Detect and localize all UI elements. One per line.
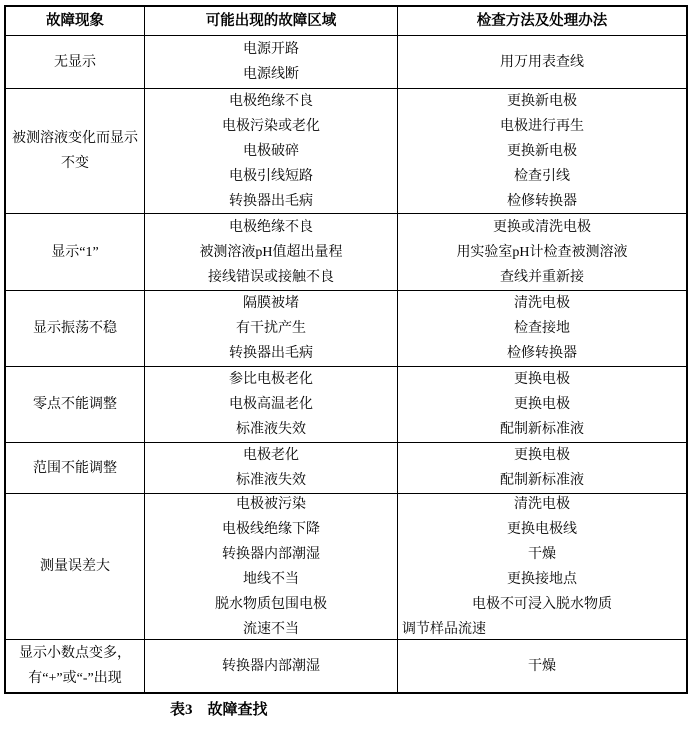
phenomenon-text: 测量误差大 <box>40 559 110 574</box>
methods-cell <box>398 640 686 692</box>
areas-cell <box>145 291 398 366</box>
area-line: 隔膜被堵 <box>243 296 299 311</box>
areas-cell <box>145 214 398 290</box>
method-line: 检修转换器 <box>507 346 577 361</box>
method-line: 清洗电极 <box>514 296 570 311</box>
table-row <box>6 35 686 88</box>
method-line: 用万用表查线 <box>500 54 584 70</box>
phenomenon-cell <box>6 640 145 692</box>
method-line: 配制新标准液 <box>500 422 584 437</box>
header-label: 故障现象 <box>46 13 104 29</box>
area-line: 电源线断 <box>243 67 299 82</box>
area-line: 电极破碎 <box>243 143 299 159</box>
phenomenon-cell <box>6 494 145 639</box>
methods-cell <box>398 291 686 366</box>
phenomenon-text: 显示小数点变多，有“+”或“-”出现 <box>19 646 131 686</box>
phenomenon-cell <box>6 443 145 493</box>
fault-table <box>4 5 688 694</box>
area-line: 电极老化 <box>243 448 299 463</box>
method-line: 更换电极线 <box>507 521 577 537</box>
method-line: 检查引线 <box>514 168 570 184</box>
table-row <box>6 290 686 366</box>
method-line: 更换或清洗电极 <box>493 219 591 235</box>
method-line: 更换电极 <box>514 397 570 412</box>
method-line: 更换新电极 <box>507 143 577 159</box>
table-header-row <box>6 7 686 35</box>
area-line: 电源开路 <box>243 42 299 57</box>
method-line: 用实验室pH计检查被测溶液 <box>456 244 628 260</box>
table-row <box>6 639 686 692</box>
area-line: 转换器出毛病 <box>229 346 313 361</box>
method-line: 调节样品流速 <box>402 621 486 637</box>
method-line: 干燥 <box>528 658 556 674</box>
method-line: 检修转换器 <box>507 193 577 209</box>
table-row <box>6 442 686 493</box>
table-row <box>6 493 686 639</box>
area-line: 流速不当 <box>243 621 299 637</box>
area-line: 脱水物质包围电极 <box>215 596 327 612</box>
method-line: 清洗电极 <box>514 496 570 512</box>
area-line: 电极被污染 <box>236 496 306 512</box>
header-label: 可能出现的故障区域 <box>205 13 337 29</box>
area-line: 电极绝缘不良 <box>229 219 313 235</box>
area-line: 电极高温老化 <box>229 397 313 412</box>
areas-cell <box>145 367 398 442</box>
phenomenon-text: 无显示 <box>54 54 96 70</box>
method-line: 电极进行再生 <box>500 118 584 134</box>
area-line: 转换器内部潮湿 <box>222 658 320 674</box>
header-possible-fault-area <box>145 7 398 35</box>
method-line: 更换电极 <box>514 372 570 387</box>
phenomenon-cell <box>6 36 145 88</box>
method-line: 更换接地点 <box>507 571 577 587</box>
phenomenon-cell <box>6 89 145 213</box>
phenomenon-text: 被测溶液变化而显示不变 <box>12 131 138 171</box>
area-line: 接线错误或接触不良 <box>208 269 334 285</box>
header-label: 检查方法及处理办法 <box>476 13 608 29</box>
area-line: 转换器出毛病 <box>229 193 313 209</box>
areas-cell <box>145 640 398 692</box>
table-row <box>6 88 686 213</box>
phenomenon-text: 显示振荡不稳 <box>33 321 117 336</box>
header-fault-phenomenon <box>6 7 145 35</box>
area-line: 地线不当 <box>243 571 299 587</box>
method-line: 电极不可浸入脱水物质 <box>472 596 612 612</box>
header-check-method <box>398 7 686 35</box>
area-line: 电极引线短路 <box>229 168 313 184</box>
phenomenon-cell <box>6 367 145 442</box>
area-line: 被测溶液pH值超出量程 <box>199 244 343 260</box>
phenomenon-text: 显示“1” <box>51 244 99 260</box>
methods-cell <box>398 367 686 442</box>
phenomenon-cell <box>6 214 145 290</box>
area-line: 标准液失效 <box>236 473 306 488</box>
methods-cell <box>398 36 686 88</box>
area-line: 电极绝缘不良 <box>229 93 313 109</box>
method-line: 干燥 <box>528 546 556 562</box>
methods-cell <box>398 494 686 639</box>
methods-cell <box>398 443 686 493</box>
table-caption: 表3 故障查找 <box>170 702 268 718</box>
area-line: 电极污染或老化 <box>222 118 320 134</box>
method-line: 更换新电极 <box>507 93 577 109</box>
area-line: 转换器内部潮湿 <box>222 546 320 562</box>
method-line: 检查接地 <box>514 321 570 336</box>
methods-cell <box>398 214 686 290</box>
areas-cell <box>145 443 398 493</box>
phenomenon-text: 范围不能调整 <box>33 460 117 476</box>
areas-cell <box>145 36 398 88</box>
area-line: 电极线绝缘下降 <box>222 521 320 537</box>
method-line: 配制新标准液 <box>500 473 584 488</box>
method-line: 更换电极 <box>514 448 570 463</box>
area-line: 参比电极老化 <box>229 372 313 387</box>
phenomenon-cell <box>6 291 145 366</box>
areas-cell <box>145 89 398 213</box>
areas-cell <box>145 494 398 639</box>
method-line: 查线并重新接 <box>500 269 584 285</box>
area-line: 标准液失效 <box>236 422 306 437</box>
table-row <box>6 366 686 442</box>
table-row <box>6 213 686 290</box>
methods-cell <box>398 89 686 213</box>
area-line: 有干扰产生 <box>236 321 306 336</box>
phenomenon-text: 零点不能调整 <box>33 397 117 412</box>
